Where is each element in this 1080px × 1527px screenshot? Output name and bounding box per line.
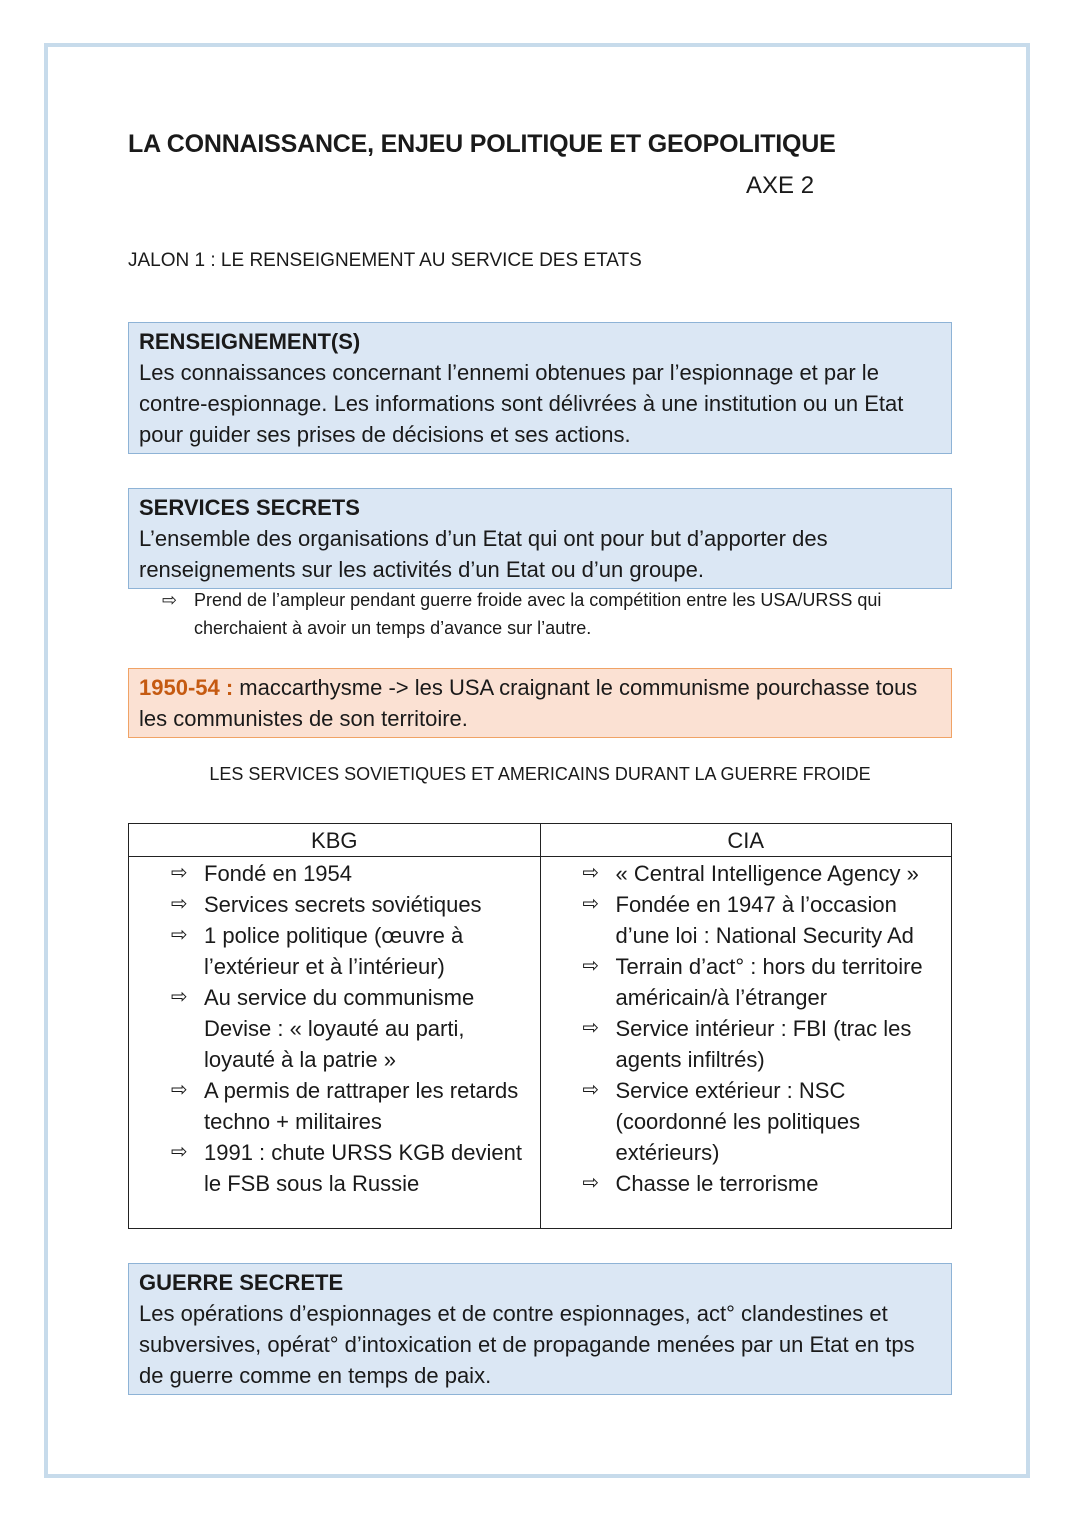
list-item: ⇨ Service intérieur : FBI (trac les agents infiltrés) <box>541 1013 952 1075</box>
arrow-icon: ⇨ <box>582 1172 600 1194</box>
definition-term: RENSEIGNEMENT(S) <box>139 329 361 354</box>
definition-services-secrets <box>128 488 952 589</box>
kgb-header: KBG <box>129 824 540 857</box>
arrow-icon: ⇨ <box>582 1017 600 1039</box>
list-item: ⇨ Fondée en 1947 à l’occasion d’une loi : National Security Ad <box>541 889 952 951</box>
arrow-icon: ⇨ <box>582 1079 600 1101</box>
note-text: Prend de l’ampleur pendant guerre froide avec la compétition entre les USA/URSS qui cherchaient à avoir un temps d’avance sur l’autre. <box>194 590 882 638</box>
arrow-icon: ⇨ <box>171 986 188 1008</box>
list-item: ⇨ Service extérieur : NSC (coordonné les politiques extérieurs) <box>541 1075 952 1168</box>
table-caption: LES SERVICES SOVIETIQUES ET AMERICAINS DURANT LA GUERRE FROIDE <box>209 764 871 784</box>
definition-term: GUERRE SECRETE <box>139 1270 344 1295</box>
definition-text: Les connaissances concernant l’ennemi obtenues par l’espionnage et par le contre-espionnage. Les informations sont délivrées à une institution ou un Etat pour guider ses prises de décisions et ses actions. <box>139 360 904 447</box>
arrow-icon: ⇨ <box>582 893 600 915</box>
list-item: ⇨ Au service du communisme Devise : « loyauté au parti, loyauté à la patrie » <box>129 982 540 1075</box>
arrow-icon: ⇨ <box>171 893 188 915</box>
arrow-icon: ⇨ <box>171 1141 188 1163</box>
kgb-list <box>129 857 540 1199</box>
kgb-column <box>129 824 540 1228</box>
arrow-icon: ⇨ <box>582 862 600 884</box>
list-item: ⇨ Terrain d’act° : hors du territoire américain/à l’étranger <box>541 951 952 1013</box>
jalon-heading: JALON 1 : LE RENSEIGNEMENT AU SERVICE DES ETATS <box>128 250 642 271</box>
arrow-icon: ⇨ <box>162 590 178 610</box>
event-date: 1950-54 : <box>139 675 234 700</box>
arrow-icon: ⇨ <box>171 1079 188 1101</box>
cia-header: CIA <box>541 824 952 857</box>
cia-column <box>540 824 952 1228</box>
event-maccarthysme <box>128 668 952 738</box>
comparison-table <box>128 823 952 1229</box>
list-item: ⇨ 1 police politique (œuvre à l’extérieur et à l’intérieur) <box>129 920 540 982</box>
cia-list <box>541 857 952 1199</box>
arrow-icon: ⇨ <box>171 924 188 946</box>
list-item: ⇨ Services secrets soviétiques <box>129 889 540 920</box>
axe-label: AXE 2 <box>746 172 815 199</box>
definition-renseignement <box>128 322 952 454</box>
definition-text: L’ensemble des organisations d’un Etat qui ont pour but d’apporter des renseignements sur les activités d’un Etat ou d’un groupe. <box>139 526 828 582</box>
definition-text: Les opérations d’espionnages et de contre espionnages, act° clandestines et subversives, opérat° d’intoxication et de propagande menées par un Etat en tps de guerre comme en temps de paix. <box>139 1301 915 1388</box>
list-item: ⇨ 1991 : chute URSS KGB devient le FSB sous la Russie <box>129 1137 540 1199</box>
list-item: ⇨ Chasse le terrorisme <box>541 1168 952 1199</box>
page-title: LA CONNAISSANCE, ENJEU POLITIQUE ET GEOPOLITIQUE <box>128 130 836 158</box>
event-text: maccarthysme -> les USA craignant le communisme pourchasse tous les communistes de son territoire. <box>139 675 918 731</box>
definition-guerre-secrete <box>128 1263 952 1395</box>
list-item: ⇨ A permis de rattraper les retards techno + militaires <box>129 1075 540 1137</box>
list-item: ⇨ « Central Intelligence Agency » <box>541 858 952 889</box>
arrow-icon: ⇨ <box>171 862 188 884</box>
definition-term: SERVICES SECRETS <box>139 495 360 520</box>
arrow-icon: ⇨ <box>582 955 600 977</box>
list-item: ⇨ Fondé en 1954 <box>129 858 540 889</box>
note-bullet <box>162 586 942 642</box>
